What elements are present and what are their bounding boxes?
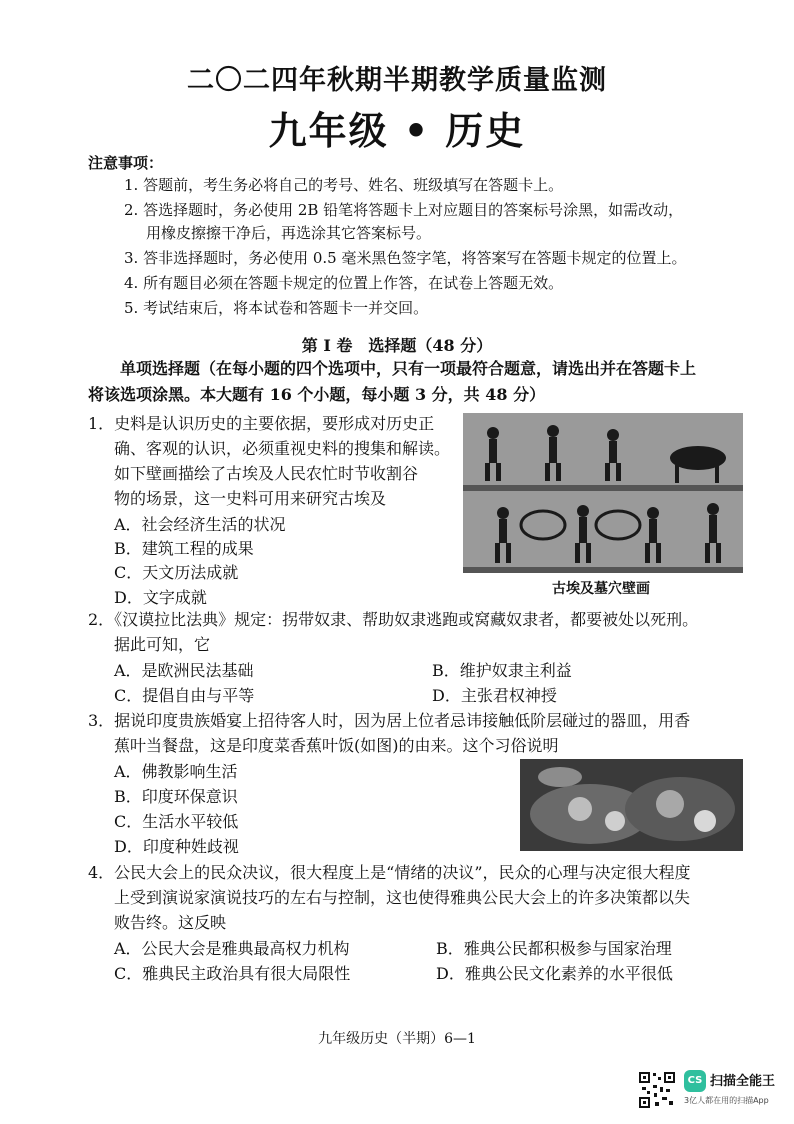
option: A．是欧洲民法基础 bbox=[114, 661, 254, 680]
option: A．社会经济生活的状况 bbox=[114, 515, 286, 534]
option: B．建筑工程的成果 bbox=[114, 539, 254, 558]
question-text: 物的场景，这一史料可用来研究古埃及 bbox=[114, 489, 387, 508]
notice-item: 用橡皮擦擦干净后，再选涂其它答案标号。 bbox=[146, 224, 432, 242]
option: B．雅典公民都积极参与国家治理 bbox=[436, 939, 672, 958]
option: D．印度种姓歧视 bbox=[114, 837, 239, 856]
question-text: 上受到演说家演说技巧的左右与控制，这也使得雅典公民大会上的许多决策都以失 bbox=[114, 888, 691, 907]
section-instruction: 将该选项涂黑。本大题有 16 个小题，每小题 3 分，共 48 分） bbox=[88, 385, 546, 404]
question-text: 蕉叶当餐盘，这是印度菜香蕉叶饭(如图)的由来。这个习俗说明 bbox=[114, 736, 559, 755]
option: C．生活水平较低 bbox=[114, 812, 239, 831]
banana-leaf-meal-image bbox=[520, 759, 743, 851]
exam-title: 二〇二四年秋期半期教学质量监测 bbox=[187, 65, 607, 96]
notice-item: 2. 答选择题时，务必使用 2B 铅笔将答题卡上对应题目的答案标号涂黑，如需改动， bbox=[124, 201, 684, 219]
question-text: 4．公民大会上的民众决议，很大程度上是“情绪的决议”，民众的心理与决定很大程度 bbox=[88, 863, 691, 882]
option: C．雅典民主政治具有很大局限性 bbox=[114, 964, 351, 983]
notice-item: 3. 答非选择题时，务必使用 0.5 毫米黑色签字笔，将答案写在答题卡规定的位置上。 bbox=[124, 249, 687, 267]
option: C．天文历法成就 bbox=[114, 563, 239, 582]
camscanner-tagline: 3亿人都在用的扫描App bbox=[684, 1096, 769, 1105]
question-text: 2．《汉谟拉比法典》规定：拐带奴隶、帮助奴隶逃跑或窝藏奴隶者，都要被处以死刑。 bbox=[88, 610, 699, 629]
option: B．印度环保意识 bbox=[114, 787, 238, 806]
option: A．佛教影响生活 bbox=[114, 762, 238, 781]
question-text: 据此可知，它 bbox=[114, 635, 211, 654]
notice-item: 5. 考试结束后，将本试卷和答题卡一并交回。 bbox=[124, 299, 429, 317]
image-caption: 古埃及墓穴壁画 bbox=[552, 581, 650, 597]
question-text: 确、客观的认识，必须重视史料的搜集和解读。 bbox=[114, 439, 451, 458]
page-footer: 九年级历史（半期）6—1 bbox=[318, 1031, 476, 1047]
option: C．提倡自由与平等 bbox=[114, 686, 255, 705]
notice-item: 1. 答题前，考生务必将自己的考号、姓名、班级填写在答题卡上。 bbox=[124, 176, 564, 194]
section-instruction: 单项选择题（在每小题的四个选项中，只有一项最符合题意，请选出并在答题卡上 bbox=[120, 359, 697, 378]
option: D．雅典公民文化素养的水平很低 bbox=[436, 964, 673, 983]
section-title: 第 I 卷 选择题（48 分） bbox=[301, 336, 493, 355]
option: D．文字成就 bbox=[114, 588, 207, 607]
question-text: 3．据说印度贵族婚宴上招待客人时，因为居上位者忌讳接触低阶层碰过的器皿，用香 bbox=[88, 711, 691, 730]
notice-heading: 注意事项： bbox=[88, 154, 164, 172]
exam-subject: 九年级 • 历史 bbox=[268, 108, 526, 153]
question-text: 1．史料是认识历史的主要依据，要形成对历史正 bbox=[88, 414, 435, 433]
option: B．维护奴隶主利益 bbox=[432, 661, 572, 680]
option: D．主张君权神授 bbox=[432, 686, 557, 705]
camscanner-name: 扫描全能王 bbox=[710, 1074, 776, 1089]
egyptian-mural-image bbox=[463, 413, 743, 573]
question-text: 败告终。这反映 bbox=[114, 913, 227, 932]
question-text: 如下壁画描绘了古埃及人民农忙时节收割谷 bbox=[114, 464, 419, 483]
option: A．公民大会是雅典最高权力机构 bbox=[114, 939, 350, 958]
camscanner-logo-icon: CS bbox=[684, 1070, 706, 1092]
qr-code-icon bbox=[638, 1071, 676, 1109]
notice-item: 4. 所有题目必须在答题卡规定的位置上作答，在试卷上答题无效。 bbox=[124, 274, 564, 292]
